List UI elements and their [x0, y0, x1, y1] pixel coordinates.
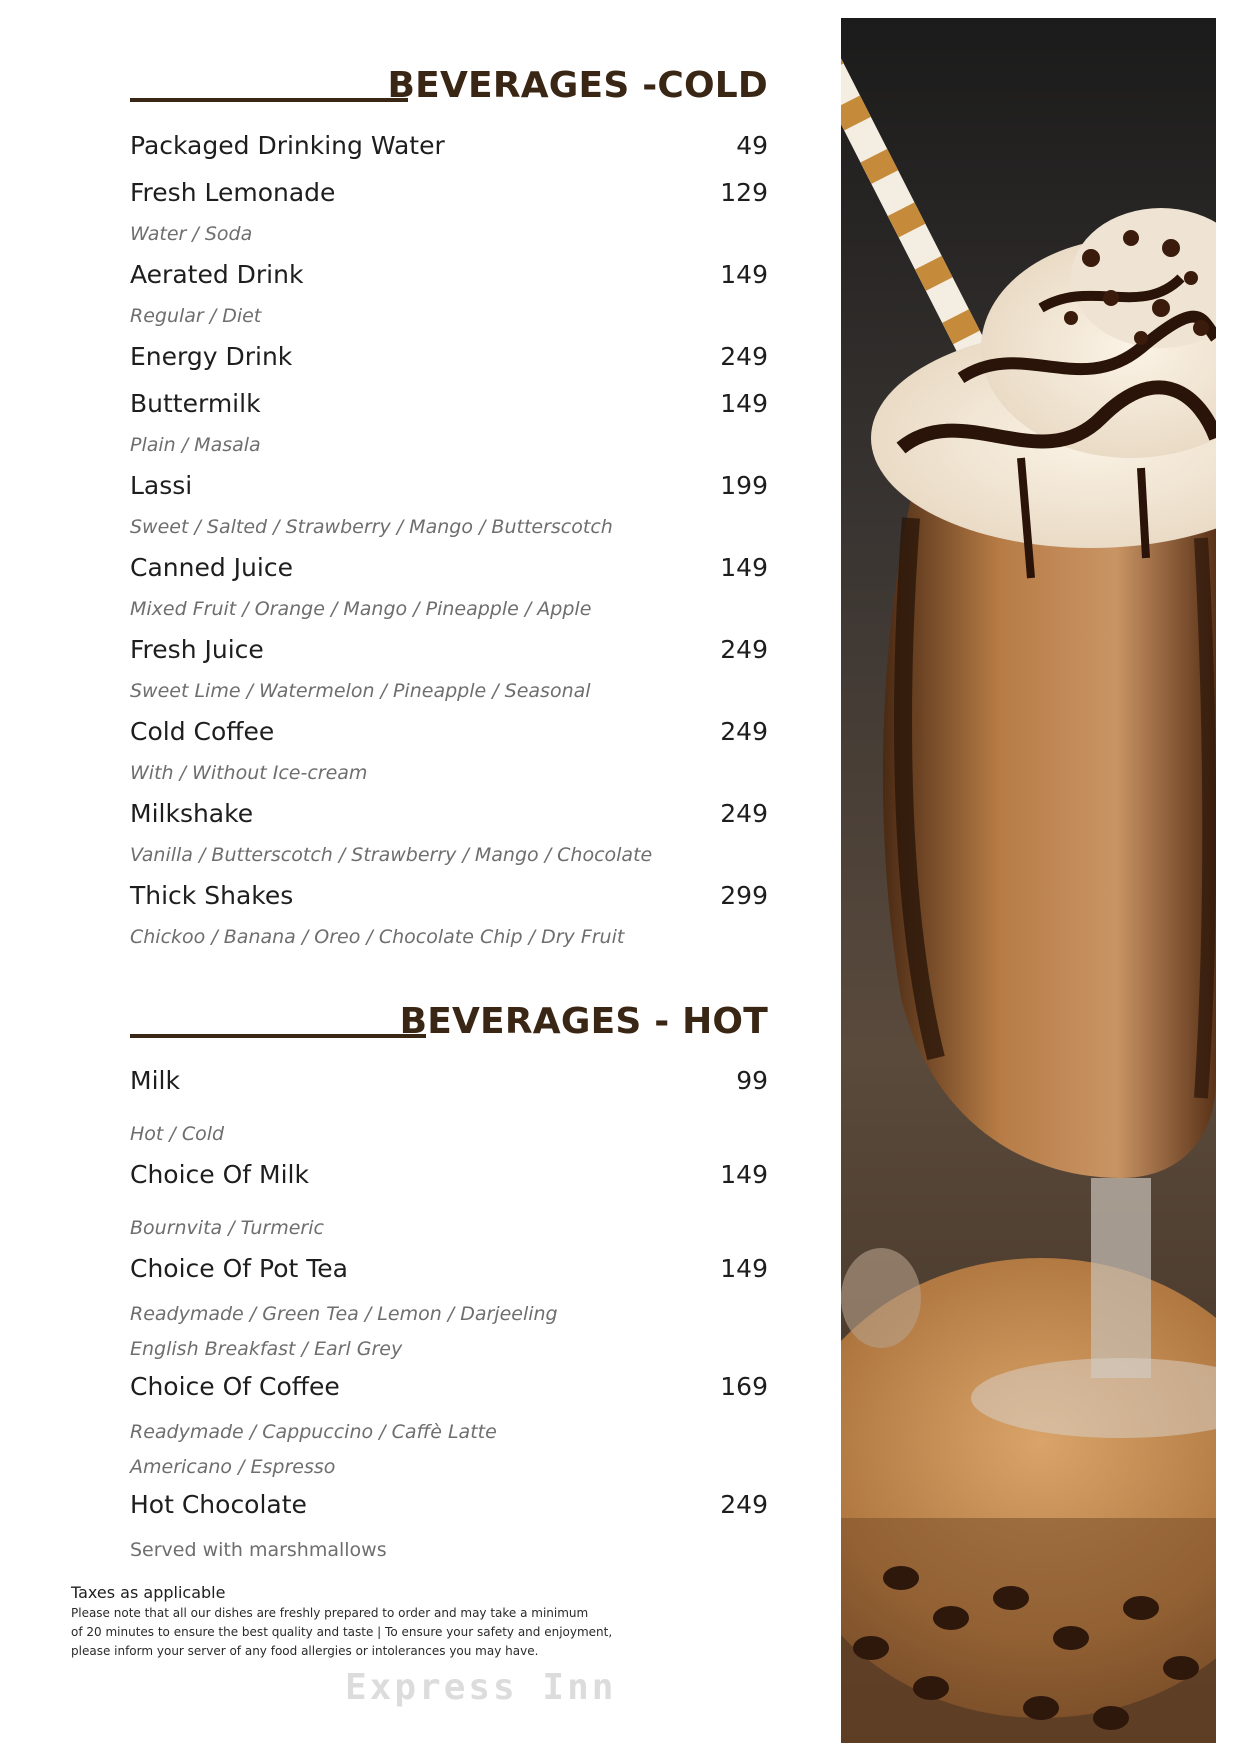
item-price: 149: [720, 260, 768, 289]
item-name: Fresh Juice: [130, 635, 264, 664]
item-price: 149: [720, 553, 768, 582]
disclaimer-line: please inform your server of any food allergies or intolerances you may have.: [71, 1644, 539, 1658]
brand-watermark: Express Inn: [345, 1667, 617, 1708]
item-price: 149: [720, 1160, 768, 1189]
item-options: Americano / Espresso: [130, 1456, 336, 1478]
menu-item: [130, 177, 768, 209]
heading-rule: [130, 98, 408, 102]
beverage-photo: [841, 18, 1216, 1743]
item-options: Sweet Lime / Watermelon / Pineapple / Seasonal: [130, 680, 591, 702]
item-name: Cold Coffee: [130, 717, 275, 746]
menu-item: [130, 634, 768, 666]
menu-item: [130, 1253, 768, 1285]
item-name: Buttermilk: [130, 389, 261, 418]
menu-item: [130, 1159, 768, 1191]
section-title: BEVERAGES - HOT: [399, 1001, 768, 1042]
item-price: 249: [720, 1490, 768, 1519]
item-options: Chickoo / Banana / Oreo / Chocolate Chip / Dry Fruit: [130, 926, 625, 948]
item-price: 149: [720, 389, 768, 418]
menu-item: [130, 1489, 768, 1521]
item-options: Plain / Masala: [130, 434, 261, 456]
item-options: Sweet / Salted / Strawberry / Mango / Butterscotch: [130, 516, 613, 538]
item-name: Energy Drink: [130, 342, 293, 371]
item-name: Choice Of Milk: [130, 1160, 309, 1189]
item-options: Readymade / Cappuccino / Caffè Latte: [130, 1421, 497, 1443]
item-price: 249: [720, 635, 768, 664]
menu-item: [130, 388, 768, 420]
menu-item: [130, 341, 768, 373]
item-options: With / Without Ice-cream: [130, 762, 368, 784]
item-options: Bournvita / Turmeric: [130, 1217, 324, 1239]
item-price: 169: [720, 1372, 768, 1401]
item-name: Milk: [130, 1066, 180, 1095]
menu-item: [130, 880, 768, 912]
item-options: Served with marshmallows: [130, 1539, 387, 1561]
item-name: Lassi: [130, 471, 193, 500]
item-price: 49: [736, 131, 768, 160]
menu-item: [130, 259, 768, 291]
item-name: Aerated Drink: [130, 260, 304, 289]
menu-item: [130, 1371, 768, 1403]
item-price: 99: [736, 1066, 768, 1095]
item-name: Choice Of Pot Tea: [130, 1254, 348, 1283]
item-options: English Breakfast / Earl Grey: [130, 1338, 403, 1360]
item-options: Vanilla / Butterscotch / Strawberry / Mango / Chocolate: [130, 844, 653, 866]
item-options: Water / Soda: [130, 223, 253, 245]
item-name: Packaged Drinking Water: [130, 131, 445, 160]
item-options: Regular / Diet: [130, 305, 262, 327]
item-name: Hot Chocolate: [130, 1490, 307, 1519]
item-options: Hot / Cold: [130, 1123, 225, 1145]
item-name: Canned Juice: [130, 553, 293, 582]
menu-item: [130, 130, 768, 162]
disclaimer-line: of 20 minutes to ensure the best quality and taste | To ensure your safety and enjoyment,: [71, 1625, 613, 1639]
section-title: BEVERAGES -COLD: [387, 65, 768, 106]
menu-item: [130, 1065, 768, 1097]
item-price: 249: [720, 342, 768, 371]
item-price: 199: [720, 471, 768, 500]
disclaimer-line: Please note that all our dishes are freshly prepared to order and may take a minimum: [71, 1606, 589, 1620]
item-options: Readymade / Green Tea / Lemon / Darjeeling: [130, 1303, 558, 1325]
footer-notes: [71, 1582, 691, 1661]
section-heading-cold: [130, 64, 768, 108]
heading-rule: [130, 1034, 426, 1038]
menu-item: [130, 470, 768, 502]
item-name: Milkshake: [130, 799, 254, 828]
item-name: Choice Of Coffee: [130, 1372, 340, 1401]
item-price: 299: [720, 881, 768, 910]
item-options: Mixed Fruit / Orange / Mango / Pineapple / Apple: [130, 598, 592, 620]
menu-item: [130, 552, 768, 584]
item-name: Thick Shakes: [130, 881, 294, 910]
section-heading-hot: [130, 1000, 768, 1044]
taxes-note: Taxes as applicable: [71, 1583, 226, 1602]
item-price: 149: [720, 1254, 768, 1283]
item-price: 249: [720, 717, 768, 746]
item-price: 249: [720, 799, 768, 828]
iced-coffee-illustration: [841, 18, 1216, 1743]
item-price: 129: [720, 178, 768, 207]
menu-item: [130, 798, 768, 830]
item-name: Fresh Lemonade: [130, 178, 336, 207]
menu-item: [130, 716, 768, 748]
